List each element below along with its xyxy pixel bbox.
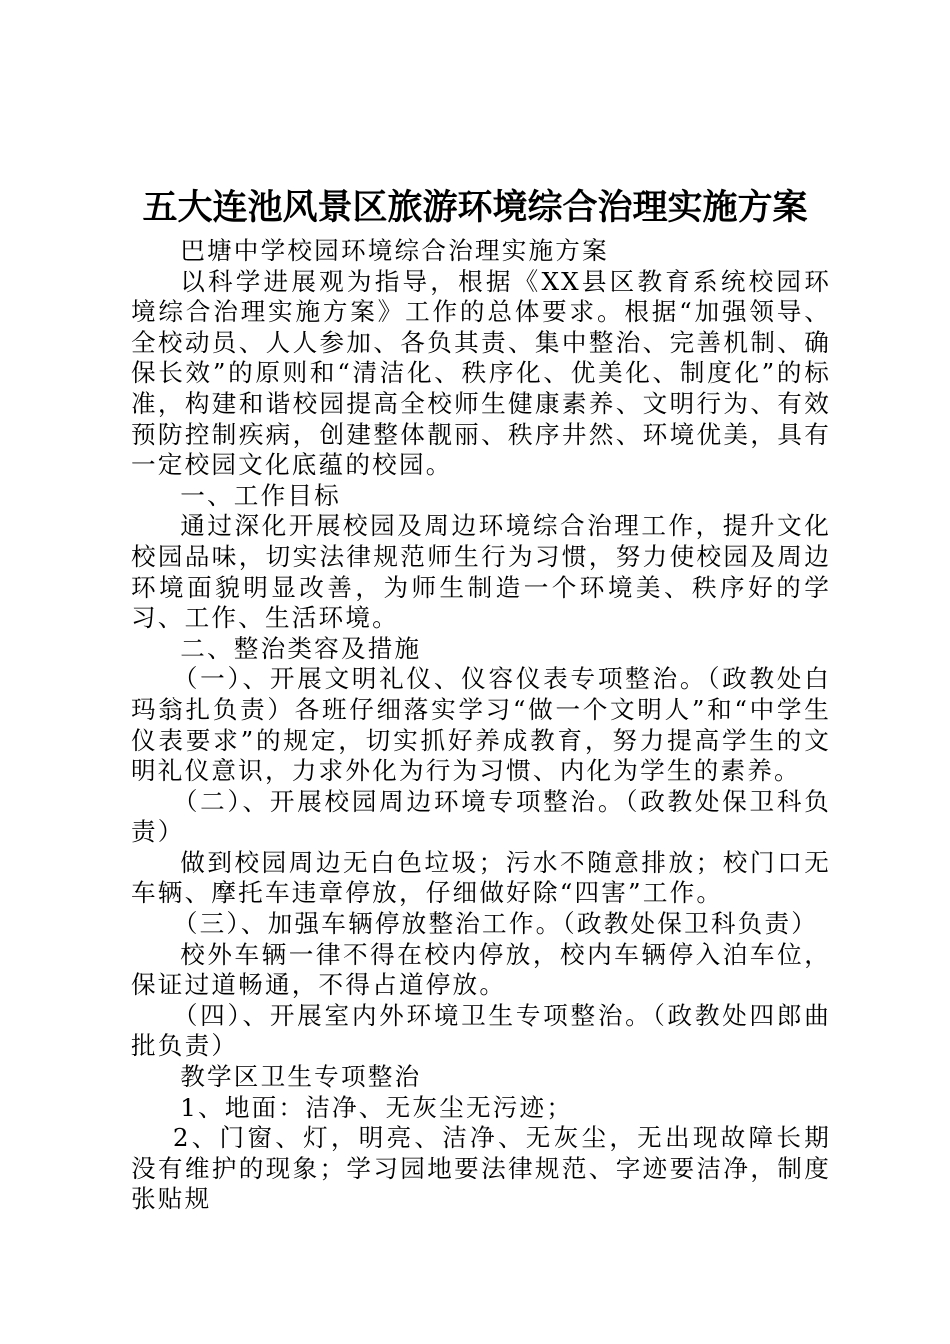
paragraph-measure-2: （二）、开展校园周边环境专项整治。（政教处保卫科负责） — [131, 786, 831, 847]
list-item-floor: 1、地面：洁净、无灰尘无污迹； — [180, 1092, 574, 1122]
section-heading-goals: 一、工作目标 — [180, 480, 341, 510]
paragraph-goals: 通过深化开展校园及周边环境综合治理工作，提升文化校园品味，切实法律规范师生行为习惯，努力使校园及周边环境面貌明显改善，为师生制造一个环境美、秩序好的学习、工作、生活环境。 — [131, 511, 831, 633]
paragraph-measure-1: （一）、开展文明礼仪、仪容仪表专项整治。（政教处白玛翁扎负责）各班仔细落实学习“做一个文明人”和“中学生仪表要求”的规定，切实抓好养成教育，努力提高学生的文明礼仪意识，力求外化为行为习惯、内化为学生的素养。 — [131, 664, 831, 786]
paragraph-subtitle: 巴塘中学校园环境综合治理实施方案 — [180, 236, 609, 265]
paragraph-measure-3-detail: 校外车辆一律不得在校内停放，校内车辆停入泊车位，保证过道畅通，不得占道停放。 — [131, 939, 831, 1000]
document-title: 五大连池风景区旅游环境综合治理实施方案 — [142, 187, 808, 228]
document-body — [131, 236, 831, 1215]
paragraph-intro: 以科学进展观为指导，根据《XX县区教育系统校园环境综合治理实施方案》工作的总体要求。根据“加强领导、全校动员、人人参加、各负其责、集中整治、完善机制、确保长效”的原则和“清洁化、秩序化、优美化、制度化”的标准，构建和谐校园提高全校师生健康素养、文明行为、有效预防控制疾病，创建整体靓丽、秩序井然、环境优美，具有一定校园文化底蕴的校园。 — [131, 266, 831, 480]
paragraph-measure-4: （四）、开展室内外环境卫生专项整治。（政教处四郎曲批负责） — [131, 1000, 831, 1061]
list-item-doors-windows: 2、门窗、灯，明亮、洁净、无灰尘，无出现故障长期没有维护的现象；学习园地要法律规范、字迹要洁净，制度张贴规 — [131, 1123, 831, 1214]
paragraph-measure-2-detail: 做到校园周边无白色垃圾；污水不随意排放；校门口无车辆、摩托车违章停放，仔细做好除“四害”工作。 — [131, 847, 831, 908]
paragraph-teaching-area: 教学区卫生专项整治 — [180, 1062, 422, 1092]
section-heading-measures: 二、整治类容及措施 — [180, 633, 422, 663]
paragraph-measure-3: （三）、加强车辆停放整治工作。（政教处保卫科负责） — [172, 909, 819, 939]
